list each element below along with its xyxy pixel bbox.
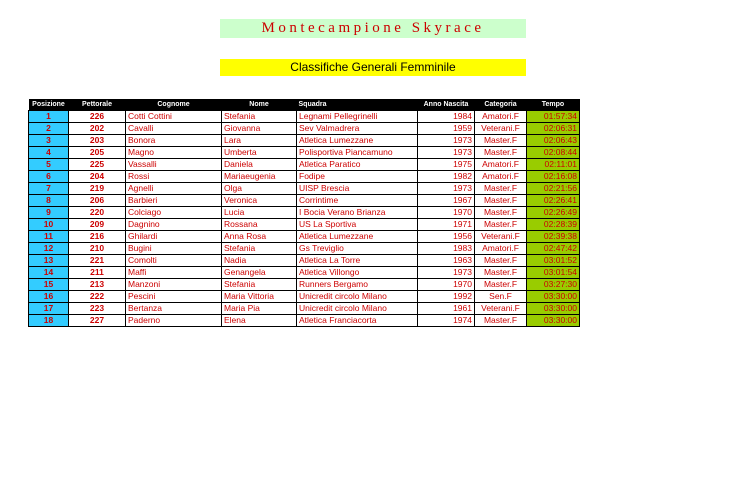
table-row	[29, 147, 580, 159]
cell-name: Rossana	[222, 219, 297, 231]
cell-position: 7	[29, 183, 69, 195]
cell-team: Unicredit circolo Milano	[297, 291, 418, 303]
cell-bib: 220	[69, 207, 126, 219]
cell-position: 10	[29, 219, 69, 231]
cell-birth-year: 1973	[418, 147, 475, 159]
cell-category: Master.F	[475, 147, 527, 159]
cell-category: Amatori.F	[475, 171, 527, 183]
table-row	[29, 255, 580, 267]
cell-category: Master.F	[475, 279, 527, 291]
cell-name: Veronica	[222, 195, 297, 207]
cell-position: 3	[29, 135, 69, 147]
cell-birth-year: 1975	[418, 159, 475, 171]
cell-surname: Comolti	[126, 255, 222, 267]
header-anno-nascita: Anno Nascita	[418, 99, 475, 111]
cell-category: Veterani.F	[475, 231, 527, 243]
cell-birth-year: 1961	[418, 303, 475, 315]
header-pettorale: Pettorale	[69, 99, 126, 111]
cell-team: Atletica Paratico	[297, 159, 418, 171]
cell-category: Master.F	[475, 255, 527, 267]
cell-time: 02:06:31	[527, 123, 580, 135]
cell-team: Atletica La Torre	[297, 255, 418, 267]
cell-birth-year: 1970	[418, 279, 475, 291]
cell-surname: Colciago	[126, 207, 222, 219]
cell-time: 02:11:01	[527, 159, 580, 171]
cell-team: I Bocia Verano Brianza	[297, 207, 418, 219]
cell-position: 16	[29, 291, 69, 303]
cell-bib: 203	[69, 135, 126, 147]
cell-birth-year: 1984	[418, 111, 475, 123]
cell-bib: 206	[69, 195, 126, 207]
cell-name: Genangela	[222, 267, 297, 279]
cell-surname: Rossi	[126, 171, 222, 183]
cell-category: Master.F	[475, 135, 527, 147]
cell-surname: Vassalli	[126, 159, 222, 171]
cell-time: 03:01:54	[527, 267, 580, 279]
table-row	[29, 267, 580, 279]
cell-category: Master.F	[475, 219, 527, 231]
cell-time: 03:30:00	[527, 303, 580, 315]
table-row	[29, 159, 580, 171]
cell-category: Master.F	[475, 183, 527, 195]
cell-team: Atletica Villongo	[297, 267, 418, 279]
cell-team: Fodipe	[297, 171, 418, 183]
cell-time: 02:47:42	[527, 243, 580, 255]
cell-surname: Bugini	[126, 243, 222, 255]
header-cognome: Cognome	[126, 99, 222, 111]
cell-time: 02:28:39	[527, 219, 580, 231]
cell-birth-year: 1973	[418, 183, 475, 195]
cell-surname: Manzoni	[126, 279, 222, 291]
cell-bib: 202	[69, 123, 126, 135]
cell-team: Atletica Lumezzane	[297, 135, 418, 147]
table-body	[29, 111, 580, 327]
cell-bib: 213	[69, 279, 126, 291]
cell-name: Lara	[222, 135, 297, 147]
cell-time: 01:57:34	[527, 111, 580, 123]
cell-team: Atletica Lumezzane	[297, 231, 418, 243]
header-posizione: Posizione	[29, 99, 69, 111]
cell-position: 13	[29, 255, 69, 267]
cell-surname: Magno	[126, 147, 222, 159]
cell-surname: Cavalli	[126, 123, 222, 135]
cell-name: Stefania	[222, 243, 297, 255]
cell-bib: 226	[69, 111, 126, 123]
table-row	[29, 111, 580, 123]
cell-position: 17	[29, 303, 69, 315]
cell-time: 03:01:52	[527, 255, 580, 267]
cell-name: Stefania	[222, 279, 297, 291]
cell-team: Gs Treviglio	[297, 243, 418, 255]
cell-time: 02:08:44	[527, 147, 580, 159]
cell-birth-year: 1992	[418, 291, 475, 303]
table-row	[29, 219, 580, 231]
cell-bib: 216	[69, 231, 126, 243]
cell-bib: 219	[69, 183, 126, 195]
page-subtitle: Classifiche Generali Femminile	[220, 59, 526, 76]
cell-birth-year: 1959	[418, 123, 475, 135]
cell-bib: 204	[69, 171, 126, 183]
cell-bib: 210	[69, 243, 126, 255]
cell-birth-year: 1956	[418, 231, 475, 243]
cell-name: Mariaeugenia	[222, 171, 297, 183]
cell-team: Polisportiva Piancamuno	[297, 147, 418, 159]
cell-team: Legnami Pellegrinelli	[297, 111, 418, 123]
cell-category: Amatori.F	[475, 159, 527, 171]
cell-surname: Barbieri	[126, 195, 222, 207]
table-row	[29, 183, 580, 195]
cell-position: 9	[29, 207, 69, 219]
cell-position: 6	[29, 171, 69, 183]
cell-surname: Paderno	[126, 315, 222, 327]
cell-birth-year: 1974	[418, 315, 475, 327]
cell-bib: 209	[69, 219, 126, 231]
cell-surname: Bertanza	[126, 303, 222, 315]
cell-surname: Cotti Cottini	[126, 111, 222, 123]
cell-birth-year: 1963	[418, 255, 475, 267]
cell-bib: 211	[69, 267, 126, 279]
cell-name: Stefania	[222, 111, 297, 123]
cell-time: 03:27:30	[527, 279, 580, 291]
table-row	[29, 207, 580, 219]
cell-bib: 223	[69, 303, 126, 315]
cell-category: Master.F	[475, 315, 527, 327]
cell-category: Master.F	[475, 267, 527, 279]
cell-position: 12	[29, 243, 69, 255]
cell-time: 02:26:49	[527, 207, 580, 219]
table-row	[29, 231, 580, 243]
cell-position: 1	[29, 111, 69, 123]
table-row	[29, 315, 580, 327]
cell-time: 03:30:00	[527, 291, 580, 303]
cell-position: 11	[29, 231, 69, 243]
cell-surname: Bonora	[126, 135, 222, 147]
cell-birth-year: 1973	[418, 267, 475, 279]
table-row	[29, 135, 580, 147]
cell-bib: 221	[69, 255, 126, 267]
cell-category: Veterani.F	[475, 123, 527, 135]
cell-surname: Agnelli	[126, 183, 222, 195]
table-header-row	[29, 99, 580, 111]
cell-position: 2	[29, 123, 69, 135]
table-row	[29, 291, 580, 303]
header-squadra: Squadra	[297, 99, 418, 111]
cell-surname: Maffi	[126, 267, 222, 279]
cell-team: Corrintime	[297, 195, 418, 207]
table-row	[29, 195, 580, 207]
cell-time: 03:30:00	[527, 315, 580, 327]
cell-position: 4	[29, 147, 69, 159]
cell-birth-year: 1973	[418, 135, 475, 147]
table-row	[29, 303, 580, 315]
cell-name: Lucia	[222, 207, 297, 219]
cell-team: Unicredit circolo Milano	[297, 303, 418, 315]
cell-time: 02:39:38	[527, 231, 580, 243]
cell-category: Master.F	[475, 207, 527, 219]
cell-name: Maria Vittoria	[222, 291, 297, 303]
cell-position: 15	[29, 279, 69, 291]
cell-time: 02:06:43	[527, 135, 580, 147]
results-table	[28, 99, 580, 327]
cell-name: Daniela	[222, 159, 297, 171]
cell-time: 02:16:08	[527, 171, 580, 183]
cell-team: Atletica Franciacorta	[297, 315, 418, 327]
cell-category: Veterani.F	[475, 303, 527, 315]
header-categoria: Categoria	[475, 99, 527, 111]
cell-birth-year: 1971	[418, 219, 475, 231]
table-row	[29, 243, 580, 255]
cell-name: Maria Pia	[222, 303, 297, 315]
cell-name: Anna Rosa	[222, 231, 297, 243]
cell-position: 18	[29, 315, 69, 327]
table-row	[29, 279, 580, 291]
table-row	[29, 123, 580, 135]
cell-surname: Dagnino	[126, 219, 222, 231]
cell-position: 5	[29, 159, 69, 171]
page-title: Montecampione Skyrace	[220, 19, 526, 38]
cell-surname: Pescini	[126, 291, 222, 303]
cell-name: Giovanna	[222, 123, 297, 135]
cell-category: Amatori.F	[475, 111, 527, 123]
header-tempo: Tempo	[527, 99, 580, 111]
cell-time: 02:21:56	[527, 183, 580, 195]
cell-birth-year: 1983	[418, 243, 475, 255]
cell-position: 14	[29, 267, 69, 279]
header-nome: Nome	[222, 99, 297, 111]
table-row	[29, 171, 580, 183]
cell-team: Runners Bergamo	[297, 279, 418, 291]
cell-team: UISP Brescia	[297, 183, 418, 195]
cell-bib: 227	[69, 315, 126, 327]
cell-bib: 225	[69, 159, 126, 171]
cell-time: 02:26:41	[527, 195, 580, 207]
cell-team: US La Sportiva	[297, 219, 418, 231]
cell-birth-year: 1967	[418, 195, 475, 207]
cell-surname: Ghilardi	[126, 231, 222, 243]
cell-bib: 205	[69, 147, 126, 159]
cell-position: 8	[29, 195, 69, 207]
cell-category: Sen.F	[475, 291, 527, 303]
cell-name: Umberta	[222, 147, 297, 159]
cell-category: Master.F	[475, 195, 527, 207]
cell-birth-year: 1982	[418, 171, 475, 183]
cell-category: Amatori.F	[475, 243, 527, 255]
cell-birth-year: 1970	[418, 207, 475, 219]
cell-team: Sev Valmadrera	[297, 123, 418, 135]
cell-bib: 222	[69, 291, 126, 303]
cell-name: Nadia	[222, 255, 297, 267]
cell-name: Olga	[222, 183, 297, 195]
cell-name: Elena	[222, 315, 297, 327]
